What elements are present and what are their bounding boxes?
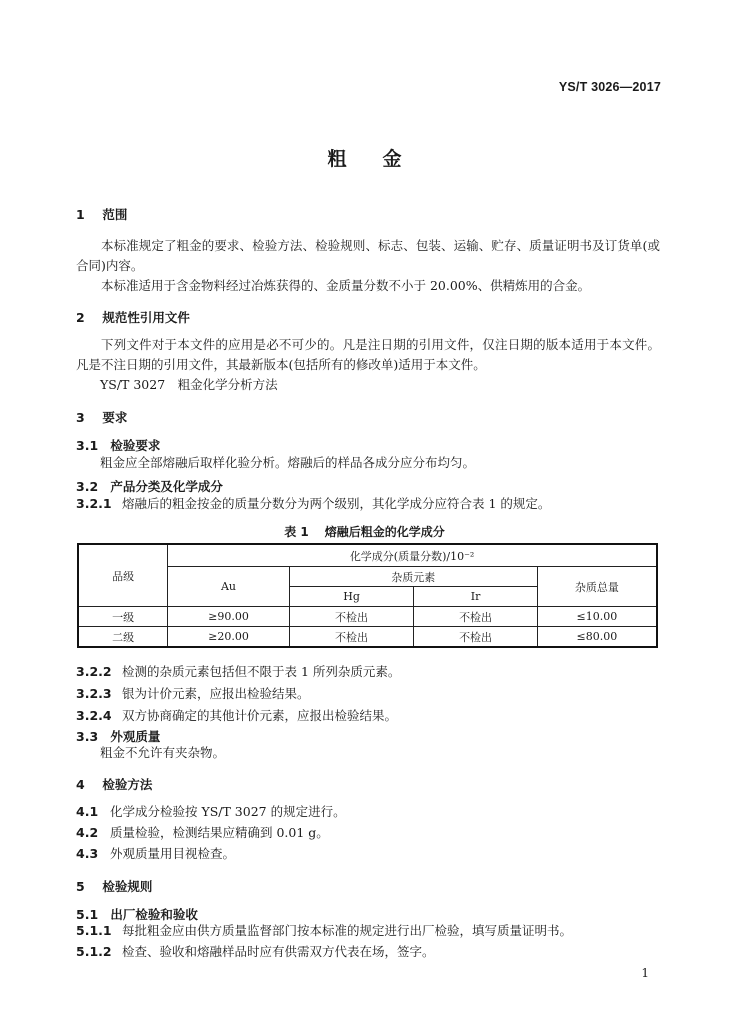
section-4-heading — [76, 775, 152, 793]
section-number: 2 — [76, 310, 85, 325]
section-number: 4 — [76, 777, 85, 792]
subsection-3-1-text: 粗金应全部熔融后取样化验分析。熔融后的样品各成分应分布均匀。 — [100, 455, 476, 470]
cell-ir: 不检出 — [414, 627, 538, 648]
standard-code: YS/T 3026—2017 — [558, 80, 661, 94]
section-1-heading — [76, 205, 127, 223]
clause-3-2-3 — [76, 684, 666, 704]
clause-number: 5.1.1 — [76, 923, 112, 938]
subsection-3-1-heading — [76, 436, 160, 454]
header-impurity-total: 杂质总量 — [537, 567, 657, 607]
clause-number: 4.2 — [76, 825, 99, 840]
clause-text: 熔融后的粗金按金的质量分数分为两个级别，其化学成分应符合表 1 的规定。 — [121, 496, 551, 511]
cell-grade: 一级 — [78, 607, 168, 627]
cell-ir: 不检出 — [414, 607, 538, 627]
section-title: 检验方法 — [102, 777, 153, 792]
cell-au: ≥20.00 — [168, 627, 290, 648]
table-row — [78, 627, 657, 648]
cell-hg: 不检出 — [289, 607, 414, 627]
cell-grade: 二级 — [78, 627, 168, 648]
header-grade: 品级 — [78, 544, 168, 607]
table-1-caption — [0, 523, 729, 540]
subsection-number: 5.1 — [76, 907, 99, 922]
cell-total: ≤10.00 — [537, 607, 657, 627]
clause-4-1 — [76, 802, 666, 822]
section-title: 检验规则 — [102, 879, 153, 894]
normative-reference: YS/T 3027 粗金化学分析方法 — [100, 377, 278, 392]
clause-number: 3.2.3 — [76, 686, 112, 701]
clause-text: 检测的杂质元素包括但不限于表 1 所列杂质元素。 — [121, 664, 401, 679]
clause-4-3 — [76, 844, 666, 864]
subsection-number: 3.2 — [76, 479, 99, 494]
section-2-paragraph-1: 下列文件对于本文件的应用是必不可少的。凡是注日期的引用文件，仅注日期的版本适用于本文件。凡是不注日期的引用文件，其最新版本(包括所有的修改单)适用于本文件。 — [76, 337, 660, 372]
clause-4-2 — [76, 823, 666, 843]
subsection-title: 产品分类及化学成分 — [110, 479, 223, 494]
cell-total: ≤80.00 — [537, 627, 657, 648]
table-row — [78, 607, 657, 627]
chemical-composition-table — [77, 543, 658, 648]
section-3-heading — [76, 408, 127, 426]
document-title: 粗金 — [327, 148, 438, 170]
clause-text: 银为计价元素，应报出检验结果。 — [121, 686, 310, 701]
subsection-3-2-heading — [76, 477, 223, 495]
page-number: 1 — [641, 966, 649, 980]
clause-text: 检查、验收和熔融样品时应有供需双方代表在场，签字。 — [121, 944, 435, 959]
section-number: 5 — [76, 879, 85, 894]
cell-au: ≥90.00 — [168, 607, 290, 627]
clause-number: 3.2.4 — [76, 708, 112, 723]
subsection-title: 外观质量 — [110, 729, 161, 744]
subsection-number: 3.3 — [76, 729, 99, 744]
clause-text: 化学成分检验按 YS/T 3027 的规定进行。 — [109, 804, 346, 819]
section-title: 要求 — [102, 410, 128, 425]
cell-hg: 不检出 — [289, 627, 414, 648]
clause-text: 双方协商确定的其他计价元素，应报出检验结果。 — [121, 708, 397, 723]
header-hg: Hg — [289, 587, 414, 607]
clause-3-2-1 — [76, 494, 666, 514]
clause-number: 3.2.2 — [76, 664, 112, 679]
clause-number: 4.3 — [76, 846, 99, 861]
clause-text: 质量检验，检测结果应精确到 0.01 g。 — [109, 825, 329, 840]
subsection-title: 检验要求 — [110, 438, 161, 453]
header-composition: 化学成分(质量分数)/10⁻² — [168, 544, 657, 567]
clause-5-1-1 — [76, 921, 666, 941]
clause-3-2-2 — [76, 662, 666, 682]
section-2-heading — [76, 308, 190, 326]
section-number: 1 — [76, 207, 85, 222]
clause-3-2-4 — [76, 706, 666, 726]
table-caption-number: 表 1 — [284, 525, 309, 539]
section-number: 3 — [76, 410, 85, 425]
header-ir: Ir — [414, 587, 538, 607]
clause-number: 4.1 — [76, 804, 99, 819]
section-title: 范围 — [102, 207, 128, 222]
clause-text: 每批粗金应由供方质量监督部门按本标准的规定进行出厂检验，填写质量证明书。 — [121, 923, 572, 938]
section-5-heading — [76, 877, 152, 895]
clause-number: 5.1.2 — [76, 944, 112, 959]
subsection-number: 3.1 — [76, 438, 99, 453]
section-1-paragraph-1: 本标准规定了粗金的要求、检验方法、检验规则、标志、包装、运输、贮存、质量证明书及订货单(或合同)内容。 — [76, 238, 660, 273]
section-title: 规范性引用文件 — [102, 310, 190, 325]
header-impurity-elements: 杂质元素 — [289, 567, 537, 587]
clause-text: 外观质量用目视检查。 — [109, 846, 235, 861]
table-caption-title: 熔融后粗金的化学成分 — [324, 525, 445, 539]
subsection-title: 出厂检验和验收 — [110, 907, 198, 922]
subsection-3-3-text: 粗金不允许有夹杂物。 — [100, 745, 226, 760]
header-au: Au — [168, 567, 290, 607]
clause-number: 3.2.1 — [76, 496, 112, 511]
clause-5-1-2 — [76, 942, 666, 962]
section-1-paragraph-2: 本标准适用于含金物料经过冶炼获得的、金质量分数不小于 20.00%、供精炼用的合金。 — [101, 278, 591, 293]
